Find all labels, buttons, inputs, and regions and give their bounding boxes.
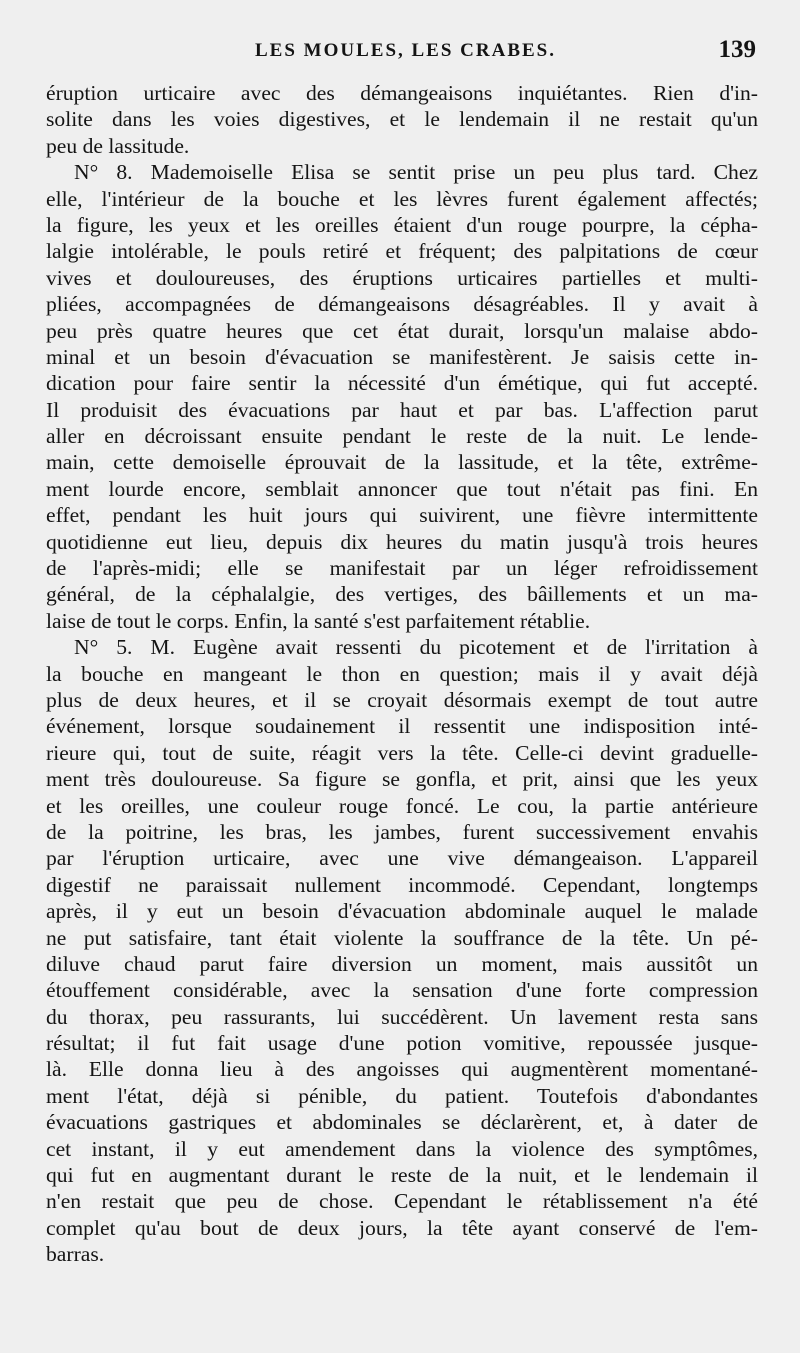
text-line: vives et douloureuses, des éruptions urticaires partielles et multi- xyxy=(46,265,758,290)
text-line: la figure, les yeux et les oreilles étaient d'un rouge pourpre, la cépha- xyxy=(46,212,758,237)
text-line: événement, lorsque soudainement il ressentit une indisposition inté- xyxy=(46,714,758,739)
text-line: du thorax, peu rassurants, lui succédèrent. Un lavement resta sans xyxy=(46,1004,758,1029)
text-line: ment très douloureuse. Sa figure se gonfla, et prit, ainsi que les yeux xyxy=(46,767,758,792)
text-line: Il produisit des évacuations par haut et par bas. L'affection parut xyxy=(46,397,758,422)
text-line: qui fut en augmentant durant le reste de la nuit, et le lendemain il xyxy=(46,1163,758,1188)
text-line: peu de lassitude. xyxy=(46,133,190,158)
page-number: 139 xyxy=(718,36,756,63)
text-line: de l'après-midi; elle se manifestait par un léger refroidissement xyxy=(46,556,758,581)
page-header xyxy=(0,34,800,74)
text-line: solite dans les voies digestives, et le lendemain il ne restait qu'un xyxy=(46,107,758,132)
text-line: main, cette demoiselle éprouvait de la lassitude, et la tête, extrême- xyxy=(46,450,758,475)
text-line: n'en restait que peu de chose. Cependant le rétablissement n'a été xyxy=(46,1189,758,1214)
text-line: la bouche en mangeant le thon en question; mais il y avait déjà xyxy=(46,661,758,686)
text-line: diluve chaud parut faire diversion un moment, mais aussitôt un xyxy=(46,951,758,976)
text-line: ment l'état, déjà si pénible, du patient. Toutefois d'abondantes xyxy=(46,1083,758,1108)
text-line: barras. xyxy=(46,1242,105,1267)
text-line: pliées, accompagnées de démangeaisons désagréables. Il y avait à xyxy=(46,292,758,317)
text-line: étouffement considérable, avec la sensation d'une forte compression xyxy=(46,978,758,1003)
body-text xyxy=(46,80,758,1268)
text-line: minal et un besoin d'évacuation se manifestèrent. Je saisis cette in- xyxy=(46,344,758,369)
text-line: quotidienne eut lieu, depuis dix heures du matin jusqu'à trois heures xyxy=(46,529,758,554)
text-line: par l'éruption urticaire, avec une vive démangeaison. L'appareil xyxy=(46,846,758,871)
text-line: digestif ne paraissait nullement incommodé. Cependant, longtemps xyxy=(46,872,758,897)
text-line: lalgie intolérable, le pouls retiré et fréquent; des palpitations de cœur xyxy=(46,239,758,264)
text-line: résultat; il fut fait usage d'une potion vomitive, repoussée jusque- xyxy=(46,1031,758,1056)
text-line: peu près quatre heures que cet état durait, lorsqu'un malaise abdo- xyxy=(46,318,758,343)
text-line: elle, l'intérieur de la bouche et les lèvres furent également affectés; xyxy=(46,186,758,211)
text-line: et les oreilles, une couleur rouge foncé. Le cou, la partie antérieure xyxy=(46,793,758,818)
text-line: ne put satisfaire, tant était violente la souffrance de la tête. Un pé- xyxy=(46,925,758,950)
text-line: plus de deux heures, et il se croyait désormais exempt de tout autre xyxy=(46,687,758,712)
text-line: cet instant, il y eut amendement dans la violence des symptômes, xyxy=(46,1136,758,1161)
text-line: après, il y eut un besoin d'évacuation abdominale auquel le malade xyxy=(46,899,758,924)
text-line: laise de tout le corps. Enfin, la santé s'est parfaitement rétablie. xyxy=(46,608,591,633)
text-line: éruption urticaire avec des démangeaisons inquiétantes. Rien d'in- xyxy=(46,81,758,105)
text-line: rieure qui, tout de suite, réagit vers la tête. Celle-ci devint graduelle- xyxy=(46,740,758,765)
text-line: N° 8. Mademoiselle Elisa se sentit prise un peu plus tard. Chez xyxy=(74,160,758,185)
text-line: général, de la céphalalgie, des vertiges, des bâillements et un ma- xyxy=(46,582,758,607)
text-line: effet, pendant les huit jours qui suivirent, une fièvre intermittente xyxy=(46,503,758,528)
text-line: dication pour faire sentir la nécessité d'un émétique, qui fut accepté. xyxy=(46,371,758,396)
text-line: évacuations gastriques et abdominales se déclarèrent, et, à dater de xyxy=(46,1110,758,1135)
text-line: là. Elle donna lieu à des angoisses qui augmentèrent momentané- xyxy=(46,1057,758,1082)
text-line: complet qu'au bout de deux jours, la tête ayant conservé de l'em- xyxy=(46,1215,758,1240)
text-line: N° 5. M. Eugène avait ressenti du picotement et de l'irritation à xyxy=(74,635,758,660)
text-line: ment lourde encore, semblait annoncer que tout n'était pas fini. En xyxy=(46,476,758,501)
text-line: de la poitrine, les bras, les jambes, furent successivement envahis xyxy=(46,819,758,844)
running-title: LES MOULES, LES CRABES. xyxy=(255,40,556,61)
text-line: aller en décroissant ensuite pendant le reste de la nuit. Le lende- xyxy=(46,424,758,449)
